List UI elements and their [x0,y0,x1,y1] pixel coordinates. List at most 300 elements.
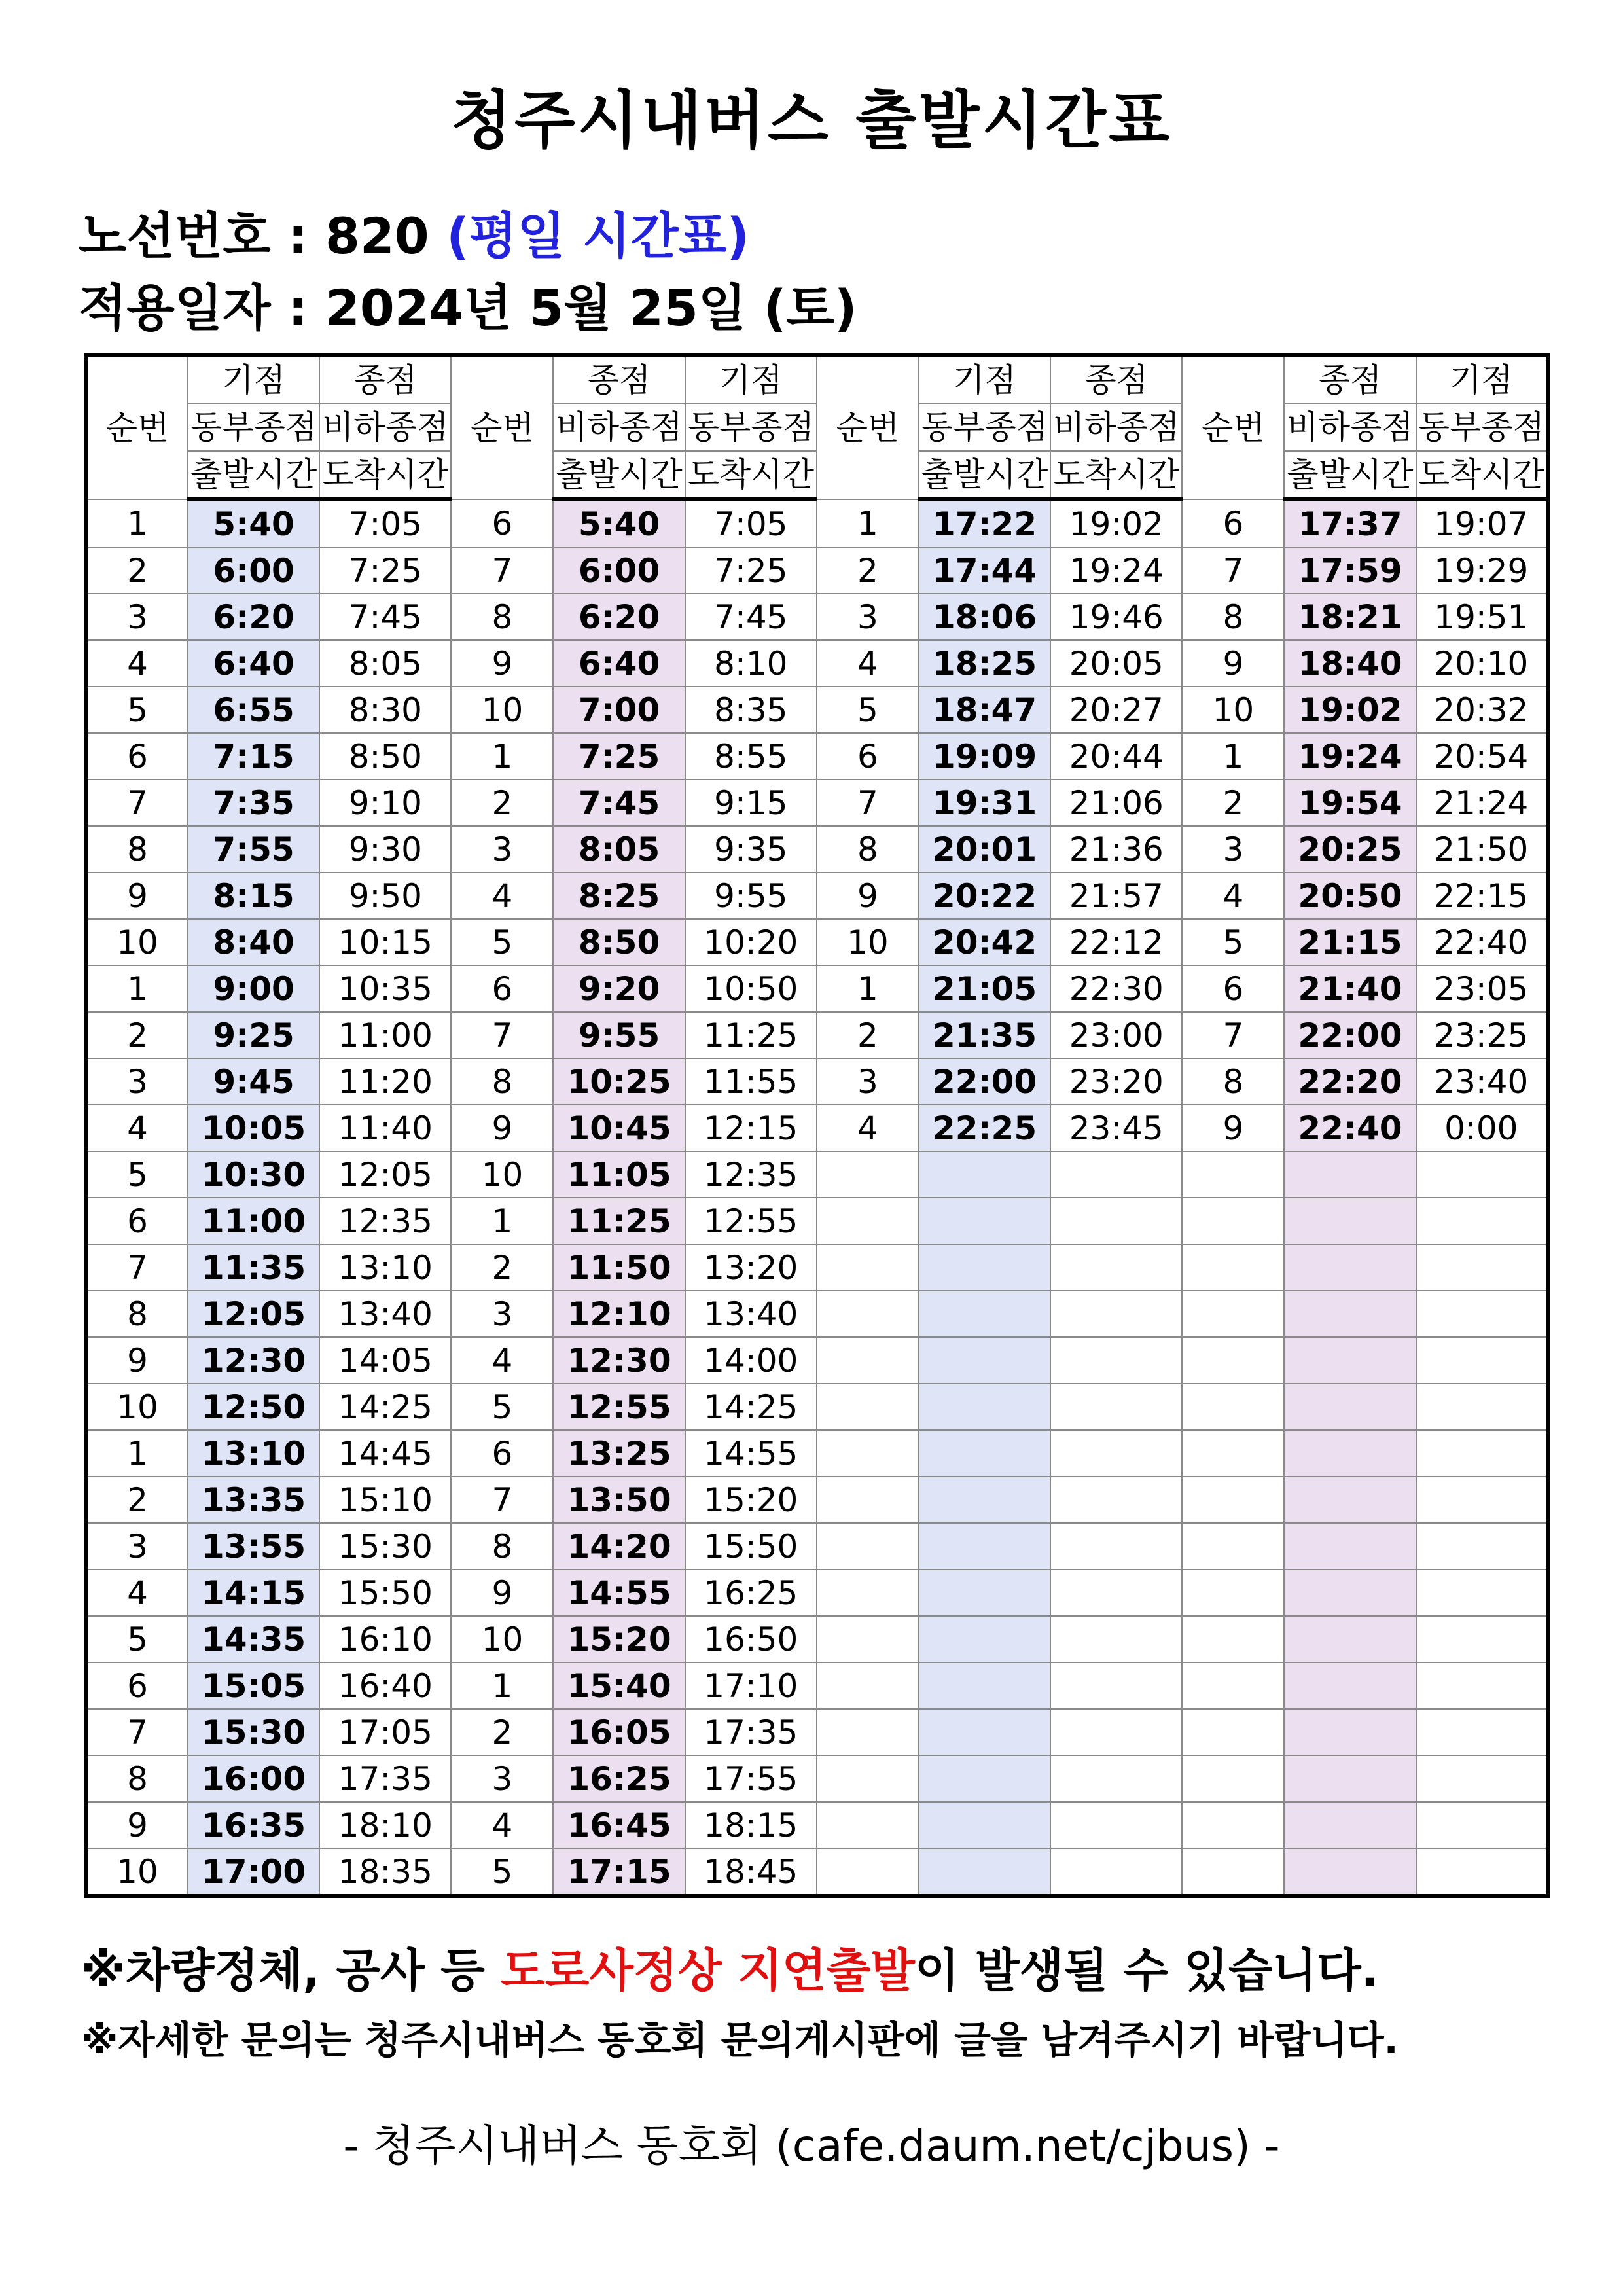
departure-cell [919,1151,1050,1198]
arrival-cell [1050,1802,1182,1848]
departure-cell: 18:47 [919,687,1050,733]
arrival-cell: 23:25 [1416,1012,1548,1058]
table-row [86,1151,1548,1198]
arrival-cell: 14:25 [319,1384,451,1430]
seq-cell: 10 [451,1151,553,1198]
table-row [86,1477,1548,1523]
departure-cell: 14:20 [553,1523,685,1570]
arrival-cell: 10:15 [319,919,451,965]
departure-cell: 19:24 [1284,733,1416,780]
seq-cell [817,1291,919,1337]
seq-cell [817,1198,919,1244]
arrival-cell: 20:54 [1416,733,1548,780]
seq-cell: 3 [451,826,553,872]
seq-cell [817,1755,919,1802]
arrival-cell [1416,1570,1548,1616]
header-terminal: 종점 [553,355,685,404]
departure-cell: 5:40 [553,499,685,547]
departure-cell: 7:45 [553,780,685,826]
departure-cell [919,1755,1050,1802]
header-stop: 비하종점 [319,404,451,451]
departure-cell: 21:05 [919,965,1050,1012]
departure-cell: 17:59 [1284,547,1416,594]
departure-cell [1284,1709,1416,1755]
header-departure: 출발시간 [188,451,319,499]
arrival-cell: 15:50 [319,1570,451,1616]
table-row [86,1802,1548,1848]
arrival-cell: 8:55 [685,733,817,780]
seq-cell [1182,1755,1284,1802]
departure-cell [919,1337,1050,1384]
seq-cell: 4 [451,872,553,919]
seq-cell: 7 [451,1012,553,1058]
header-seq: 순번 [817,355,919,499]
header-terminal: 종점 [1050,355,1182,404]
arrival-cell: 19:24 [1050,547,1182,594]
seq-cell [817,1151,919,1198]
seq-cell: 4 [817,1105,919,1151]
departure-cell: 19:09 [919,733,1050,780]
seq-cell: 3 [817,1058,919,1105]
arrival-cell [1050,1291,1182,1337]
arrival-cell [1050,1384,1182,1430]
departure-cell: 8:15 [188,872,319,919]
seq-cell [817,1616,919,1662]
arrival-cell: 12:35 [685,1151,817,1198]
table-row [86,733,1548,780]
seq-cell: 4 [86,1105,188,1151]
table-row [86,1105,1548,1151]
arrival-cell: 9:35 [685,826,817,872]
departure-cell: 8:40 [188,919,319,965]
seq-cell: 2 [86,547,188,594]
arrival-cell: 18:10 [319,1802,451,1848]
seq-cell: 4 [86,640,188,687]
seq-cell [1182,1291,1284,1337]
departure-cell: 20:42 [919,919,1050,965]
seq-cell: 1 [1182,733,1284,780]
departure-cell: 12:55 [553,1384,685,1430]
departure-cell: 17:15 [553,1848,685,1896]
arrival-cell: 18:35 [319,1848,451,1896]
seq-cell: 1 [451,1662,553,1709]
departure-cell: 15:30 [188,1709,319,1755]
departure-cell: 9:20 [553,965,685,1012]
seq-cell [817,1244,919,1291]
arrival-cell: 19:51 [1416,594,1548,640]
seq-cell: 7 [451,547,553,594]
seq-cell: 1 [817,965,919,1012]
arrival-cell: 8:10 [685,640,817,687]
seq-cell: 9 [817,872,919,919]
arrival-cell: 12:05 [319,1151,451,1198]
arrival-cell: 7:25 [685,547,817,594]
departure-cell: 11:50 [553,1244,685,1291]
arrival-cell [1416,1291,1548,1337]
departure-cell: 19:31 [919,780,1050,826]
arrival-cell: 13:40 [685,1291,817,1337]
seq-cell: 10 [817,919,919,965]
arrival-cell [1416,1662,1548,1709]
seq-cell: 5 [86,1151,188,1198]
timetable-body [86,499,1548,1896]
departure-cell: 13:50 [553,1477,685,1523]
departure-cell: 16:25 [553,1755,685,1802]
departure-cell: 10:05 [188,1105,319,1151]
arrival-cell: 10:20 [685,919,817,965]
table-row [86,1244,1548,1291]
departure-cell: 22:00 [1284,1012,1416,1058]
arrival-cell: 7:05 [319,499,451,547]
departure-cell: 6:55 [188,687,319,733]
seq-cell: 5 [86,1616,188,1662]
seq-cell: 1 [451,1198,553,1244]
arrival-cell: 9:15 [685,780,817,826]
seq-cell [817,1848,919,1896]
arrival-cell: 17:05 [319,1709,451,1755]
arrival-cell [1050,1151,1182,1198]
seq-cell: 7 [86,780,188,826]
departure-cell: 12:30 [553,1337,685,1384]
departure-cell: 20:22 [919,872,1050,919]
seq-cell: 3 [86,1058,188,1105]
seq-cell: 2 [451,1244,553,1291]
departure-cell: 7:00 [553,687,685,733]
departure-cell: 9:45 [188,1058,319,1105]
seq-cell: 9 [1182,640,1284,687]
arrival-cell [1050,1848,1182,1896]
header-origin: 기점 [919,355,1050,404]
arrival-cell: 22:12 [1050,919,1182,965]
departure-cell: 14:35 [188,1616,319,1662]
seq-cell: 6 [1182,499,1284,547]
seq-cell: 3 [451,1755,553,1802]
header-arrival: 도착시간 [1050,451,1182,499]
seq-cell: 8 [451,1058,553,1105]
departure-cell [1284,1198,1416,1244]
seq-cell: 10 [86,919,188,965]
footer-credit: - 청주시내버스 동호회 (cafe.daum.net/cjbus) - [343,2121,1280,2171]
seq-cell: 9 [451,1105,553,1151]
seq-cell: 2 [86,1012,188,1058]
table-row [86,1662,1548,1709]
departure-cell [919,1384,1050,1430]
arrival-cell: 15:10 [319,1477,451,1523]
seq-cell: 5 [451,1384,553,1430]
departure-cell: 7:15 [188,733,319,780]
departure-cell [1284,1244,1416,1291]
route-type: (평일 시간표) [446,207,750,265]
departure-cell: 8:05 [553,826,685,872]
seq-cell: 6 [817,733,919,780]
header-departure: 출발시간 [553,451,685,499]
departure-cell [919,1244,1050,1291]
seq-cell: 6 [1182,965,1284,1012]
seq-cell: 8 [86,826,188,872]
seq-cell: 4 [451,1337,553,1384]
seq-cell [1182,1244,1284,1291]
seq-cell: 8 [86,1291,188,1337]
seq-cell: 5 [451,919,553,965]
seq-cell [1182,1477,1284,1523]
seq-cell: 10 [451,1616,553,1662]
arrival-cell [1416,1802,1548,1848]
arrival-cell: 9:30 [319,826,451,872]
departure-cell [1284,1384,1416,1430]
seq-cell: 4 [817,640,919,687]
table-row [86,1709,1548,1755]
arrival-cell: 8:50 [319,733,451,780]
seq-cell: 7 [86,1709,188,1755]
table-row [86,1848,1548,1896]
arrival-cell [1416,1477,1548,1523]
delay-notice-highlight: 도로사정상 지연출발 [501,1944,916,1998]
arrival-cell: 20:44 [1050,733,1182,780]
departure-cell: 12:10 [553,1291,685,1337]
arrival-cell: 13:10 [319,1244,451,1291]
departure-cell: 11:05 [553,1151,685,1198]
departure-cell: 6:00 [188,547,319,594]
timetable [84,353,1550,1898]
departure-cell: 18:25 [919,640,1050,687]
arrival-cell [1050,1570,1182,1616]
seq-cell: 3 [1182,826,1284,872]
departure-cell [919,1802,1050,1848]
table-row [86,1291,1548,1337]
arrival-cell: 8:35 [685,687,817,733]
arrival-cell: 12:55 [685,1198,817,1244]
arrival-cell: 19:29 [1416,547,1548,594]
arrival-cell: 16:10 [319,1616,451,1662]
seq-cell: 2 [817,1012,919,1058]
arrival-cell: 17:10 [685,1662,817,1709]
seq-cell: 7 [451,1477,553,1523]
departure-cell: 16:35 [188,1802,319,1848]
arrival-cell: 16:50 [685,1616,817,1662]
table-row [86,547,1548,594]
departure-cell: 13:55 [188,1523,319,1570]
header-stop: 비하종점 [553,404,685,451]
delay-notice-text-end: 이 발생될 수 있습니다. [915,1944,1379,1998]
table-row [86,1523,1548,1570]
departure-cell [919,1616,1050,1662]
departure-cell: 18:21 [1284,594,1416,640]
seq-cell: 3 [86,1523,188,1570]
seq-cell: 9 [86,1337,188,1384]
departure-cell [919,1848,1050,1896]
seq-cell [1182,1151,1284,1198]
departure-cell: 19:02 [1284,687,1416,733]
arrival-cell: 13:20 [685,1244,817,1291]
arrival-cell: 20:27 [1050,687,1182,733]
arrival-cell: 16:40 [319,1662,451,1709]
departure-cell: 10:45 [553,1105,685,1151]
departure-cell: 7:35 [188,780,319,826]
arrival-cell: 8:30 [319,687,451,733]
seq-cell: 1 [451,733,553,780]
arrival-cell [1050,1430,1182,1477]
seq-cell [1182,1709,1284,1755]
arrival-cell: 20:10 [1416,640,1548,687]
departure-cell [919,1709,1050,1755]
arrival-cell: 15:30 [319,1523,451,1570]
header-stop: 비하종점 [1050,404,1182,451]
departure-cell: 22:00 [919,1058,1050,1105]
seq-cell: 6 [86,1198,188,1244]
seq-cell: 5 [451,1848,553,1896]
arrival-cell: 20:05 [1050,640,1182,687]
effective-date: 적용일자 : 2024년 5월 25일 (토) [79,279,857,337]
seq-cell [1182,1662,1284,1709]
arrival-cell [1050,1198,1182,1244]
table-row [86,965,1548,1012]
table-row [86,919,1548,965]
header-stop: 동부종점 [188,404,319,451]
seq-cell [817,1709,919,1755]
arrival-cell: 14:25 [685,1384,817,1430]
departure-cell: 22:20 [1284,1058,1416,1105]
departure-cell [1284,1430,1416,1477]
arrival-cell: 10:50 [685,965,817,1012]
arrival-cell [1416,1523,1548,1570]
departure-cell: 21:40 [1284,965,1416,1012]
arrival-cell: 15:50 [685,1523,817,1570]
departure-cell: 5:40 [188,499,319,547]
departure-cell: 13:10 [188,1430,319,1477]
header-departure: 출발시간 [1284,451,1416,499]
seq-cell: 1 [86,965,188,1012]
header-terminal: 종점 [319,355,451,404]
departure-cell: 6:40 [188,640,319,687]
arrival-cell [1416,1151,1548,1198]
delay-notice [81,1934,1378,2000]
departure-cell: 14:55 [553,1570,685,1616]
arrival-cell: 20:32 [1416,687,1548,733]
seq-cell: 6 [451,499,553,547]
arrival-cell: 12:35 [319,1198,451,1244]
seq-cell: 3 [451,1291,553,1337]
seq-cell [817,1430,919,1477]
departure-cell: 6:00 [553,547,685,594]
departure-cell: 19:54 [1284,780,1416,826]
header-arrival: 도착시간 [319,451,451,499]
departure-cell: 13:35 [188,1477,319,1523]
seq-cell [817,1570,919,1616]
arrival-cell: 17:35 [319,1755,451,1802]
seq-cell [817,1477,919,1523]
departure-cell: 20:50 [1284,872,1416,919]
arrival-cell: 12:15 [685,1105,817,1151]
arrival-cell [1416,1430,1548,1477]
departure-cell [919,1523,1050,1570]
departure-cell [1284,1523,1416,1570]
departure-cell: 8:25 [553,872,685,919]
departure-cell: 13:25 [553,1430,685,1477]
seq-cell: 10 [1182,687,1284,733]
arrival-cell [1050,1477,1182,1523]
departure-cell: 12:50 [188,1384,319,1430]
seq-cell: 6 [451,1430,553,1477]
seq-cell: 2 [86,1477,188,1523]
seq-cell: 7 [1182,1012,1284,1058]
departure-cell: 14:15 [188,1570,319,1616]
departure-cell: 22:40 [1284,1105,1416,1151]
departure-cell: 17:22 [919,499,1050,547]
seq-cell: 8 [451,1523,553,1570]
table-row [86,1570,1548,1616]
seq-cell: 2 [1182,780,1284,826]
departure-cell: 10:25 [553,1058,685,1105]
table-row [86,1198,1548,1244]
departure-cell: 6:20 [188,594,319,640]
arrival-cell: 19:46 [1050,594,1182,640]
departure-cell: 21:15 [1284,919,1416,965]
seq-cell: 10 [451,687,553,733]
seq-cell [817,1662,919,1709]
header-terminal: 종점 [1284,355,1416,404]
seq-cell: 4 [451,1802,553,1848]
departure-cell [919,1198,1050,1244]
arrival-cell [1416,1198,1548,1244]
inquiry-notice: ※자세한 문의는 청주시내버스 동호회 문의게시판에 글을 남겨주시기 바랍니다. [81,2018,1399,2062]
seq-cell: 4 [1182,872,1284,919]
header-stop: 동부종점 [685,404,817,451]
arrival-cell [1416,1337,1548,1384]
header-stop: 비하종점 [1284,404,1416,451]
seq-cell [1182,1430,1284,1477]
table-row [86,687,1548,733]
header-origin: 기점 [188,355,319,404]
table-row [86,1384,1548,1430]
arrival-cell [1416,1244,1548,1291]
seq-cell [817,1802,919,1848]
arrival-cell: 21:50 [1416,826,1548,872]
departure-cell: 9:00 [188,965,319,1012]
table-row [86,1616,1548,1662]
seq-cell [1182,1802,1284,1848]
arrival-cell [1050,1523,1182,1570]
arrival-cell: 9:55 [685,872,817,919]
seq-cell: 8 [86,1755,188,1802]
arrival-cell: 14:45 [319,1430,451,1477]
departure-cell [1284,1755,1416,1802]
header-seq: 순번 [1182,355,1284,499]
table-row [86,594,1548,640]
table-row [86,780,1548,826]
arrival-cell: 10:35 [319,965,451,1012]
departure-cell: 18:06 [919,594,1050,640]
page-title: 청주시내버스 출발시간표 [451,84,1172,157]
seq-cell: 3 [817,594,919,640]
table-row [86,872,1548,919]
arrival-cell: 11:25 [685,1012,817,1058]
table-row [86,826,1548,872]
seq-cell: 9 [86,872,188,919]
arrival-cell: 13:40 [319,1291,451,1337]
seq-cell [1182,1848,1284,1896]
table-row [86,640,1548,687]
departure-cell [1284,1570,1416,1616]
departure-cell: 11:35 [188,1244,319,1291]
table-row [86,1058,1548,1105]
arrival-cell: 9:10 [319,780,451,826]
arrival-cell [1050,1755,1182,1802]
seq-cell: 1 [86,1430,188,1477]
arrival-cell: 17:35 [685,1709,817,1755]
departure-cell [919,1662,1050,1709]
arrival-cell [1050,1244,1182,1291]
departure-cell [1284,1616,1416,1662]
